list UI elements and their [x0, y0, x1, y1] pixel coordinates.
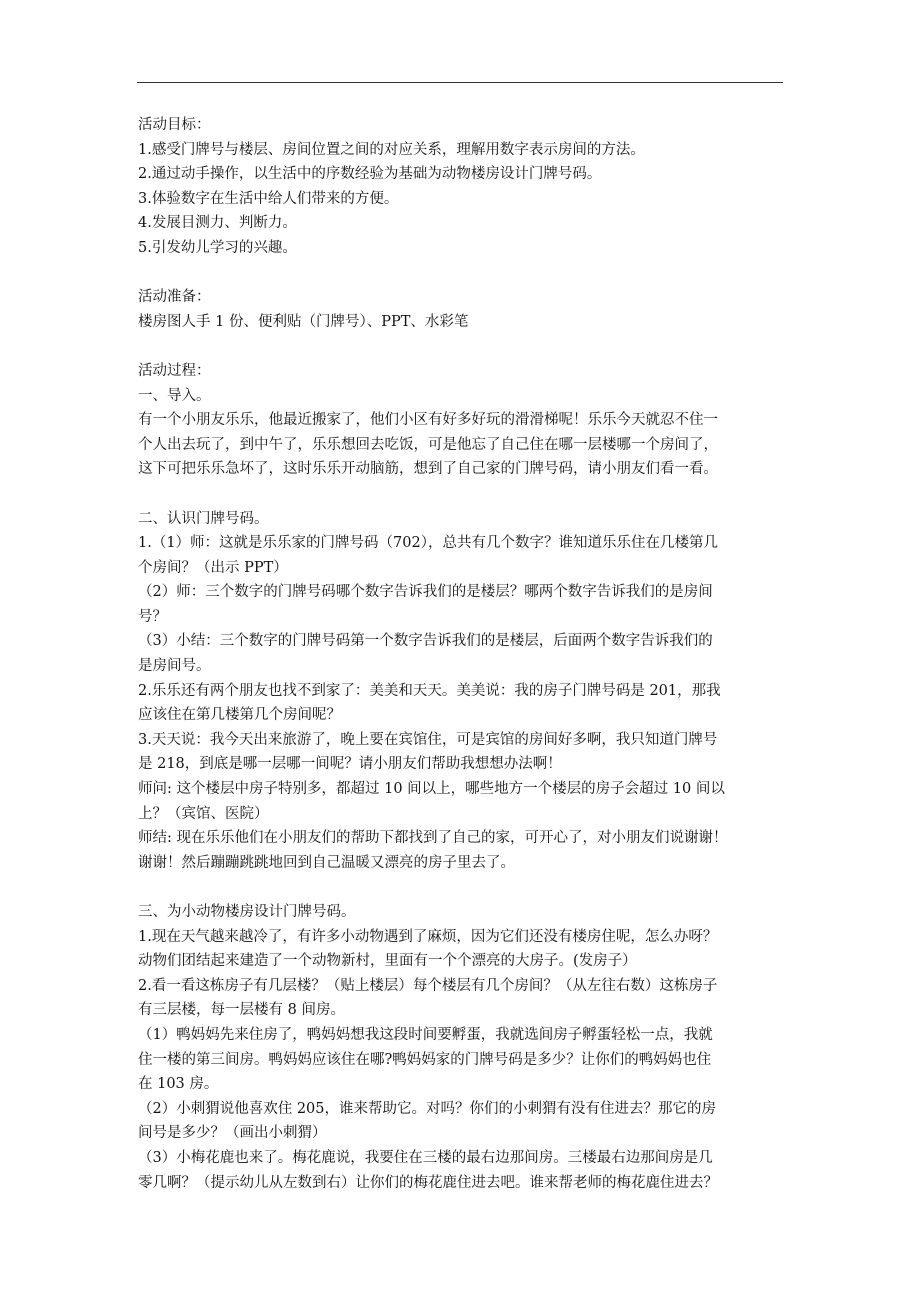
part2-line: （2）师：三个数字的门牌号码哪个数字告诉我们的是楼层？哪两个数字告诉我们的是房间 — [138, 584, 713, 601]
prep-section — [138, 285, 790, 334]
part2-title: 二、认识门牌号码。 — [138, 510, 269, 527]
goal-item: 3.体验数字在生活中给人们带来的方便。 — [138, 190, 399, 207]
part3-line: 动物们团结起来建造了一个动物新村，里面有一个个漂亮的大房子。(发房子） — [138, 953, 637, 970]
goal-item: 1.感受门牌号与楼层、房间位置之间的对应关系，理解用数字表示房间的方法。 — [138, 141, 645, 158]
prep-item: 楼房图人手 1 份、便利贴（门牌号）、PPT、水彩笔 — [138, 313, 469, 330]
spacer — [138, 334, 790, 359]
part3-line: 有三层楼，每一层楼有 8 间房。 — [138, 1002, 345, 1019]
part2-line: 上？（宾馆、医院） — [138, 805, 269, 822]
header-rule — [137, 82, 783, 83]
goals-heading: 活动目标： — [138, 117, 211, 133]
part3-line: 在 103 房。 — [138, 1076, 219, 1093]
goal-item: 4.发展目测力、判断力。 — [138, 215, 297, 232]
part3-line: 住一楼的第三间房。鸭妈妈应该住在哪?鸭妈妈家的门牌号码是多少？让你们的鸭妈妈也住 — [138, 1051, 712, 1068]
part3-line: 2.看一看这栋房子有几层楼？（贴上楼层）每个楼层有几个房间？（从左往右数）这栋房子 — [138, 977, 718, 994]
prep-heading: 活动准备： — [138, 289, 211, 306]
part2-line: 是房间号。 — [138, 658, 211, 675]
part3-line: （1）鸭妈妈先来住房了，鸭妈妈想我这段时间要孵蛋，我就选间房子孵蛋轻松一点，我就 — [138, 1026, 713, 1043]
part2-line: 2.乐乐还有两个朋友也找不到家了：美美和天天。美美说：我的房子门牌号码是 201，那我 — [138, 682, 721, 699]
part1-line: 有一个小朋友乐乐，他最近搬家了，他们小区有好多好玩的滑滑梯呢！乐乐今天就忍不住一 — [138, 412, 718, 429]
part2-line: （3）小结：三个数字的门牌号码第一个数字告诉我们的是楼层，后面两个数字告诉我们的 — [138, 633, 713, 650]
part3-line: 零几啊？（提示幼儿从左数到右）让你们的梅花鹿住进去吧。谁来帮老师的梅花鹿住进去？ — [138, 1174, 718, 1191]
part2-line: 是 218，到底是哪一层哪一间呢？请小朋友们帮助我想想办法啊！ — [138, 756, 562, 773]
part1-line: 个人出去玩了，到中午了，乐乐想回去吃饭，可是他忘了自己住在哪一层楼哪一个房间了， — [138, 436, 718, 453]
part2-line: 个房间？（出示 PPT） — [138, 559, 288, 576]
spacer — [138, 875, 790, 900]
part2-line: 应该住在第几楼第几个房间呢？ — [138, 707, 341, 724]
part3-line: （2）小刺猬说他喜欢住 205，谁来帮助它。对吗？你们的小刺猬有没有住进去？那它的房 — [138, 1100, 717, 1117]
part1-line: 这下可把乐乐急坏了，这时乐乐开动脑筋，想到了自己家的门牌号码，请小朋友们看一看。 — [138, 461, 718, 478]
spacer — [138, 482, 790, 507]
part2-line: 号？ — [138, 608, 167, 625]
part2-line: 谢谢！然后蹦蹦跳跳地回到自己温暖又漂亮的房子里去了。 — [138, 854, 515, 871]
spacer — [138, 261, 790, 286]
part2-line: 师问: 这个楼层中房子特别多，都超过 10 间以上，哪些地方一个楼层的房子会超过 10 间以 — [138, 781, 725, 798]
process-section — [138, 359, 790, 1195]
part2-line: 1.（1）师：这就是乐乐家的门牌号码（702），总共有几个数字？谁知道乐乐住在几楼第几 — [138, 535, 718, 552]
part3-line: （3）小梅花鹿也来了。梅花鹿说，我要住在三楼的最右边那间房。三楼最右边那间房是几 — [138, 1149, 713, 1166]
goals-section — [138, 113, 790, 261]
part2-line: 3.天天说：我今天出来旅游了，晚上要在宾馆住，可是宾馆的房间好多啊，我只知道门牌号 — [138, 731, 718, 748]
part3-line: 1.现在天气越来越冷了，有许多小动物遇到了麻烦，因为它们还没有楼房住呢，怎么办呀？ — [138, 928, 718, 945]
process-heading: 活动过程： — [138, 362, 211, 379]
goal-item: 2.通过动手操作，以生活中的序数经验为基础为动物楼房设计门牌号码。 — [138, 166, 602, 183]
part3-line: 间号是多少？（画出小刺猬） — [138, 1125, 327, 1142]
part1-title: 一、导入。 — [138, 387, 211, 404]
part2-line: 师结: 现在乐乐他们在小朋友们的帮助下都找到了自己的家，可开心了，对小朋友们说谢谢！ — [138, 830, 728, 847]
part3-title: 三、为小动物楼房设计门牌号码。 — [138, 904, 356, 920]
document-body — [138, 113, 790, 1195]
goal-item: 5.引发幼儿学习的兴趣。 — [138, 239, 297, 256]
